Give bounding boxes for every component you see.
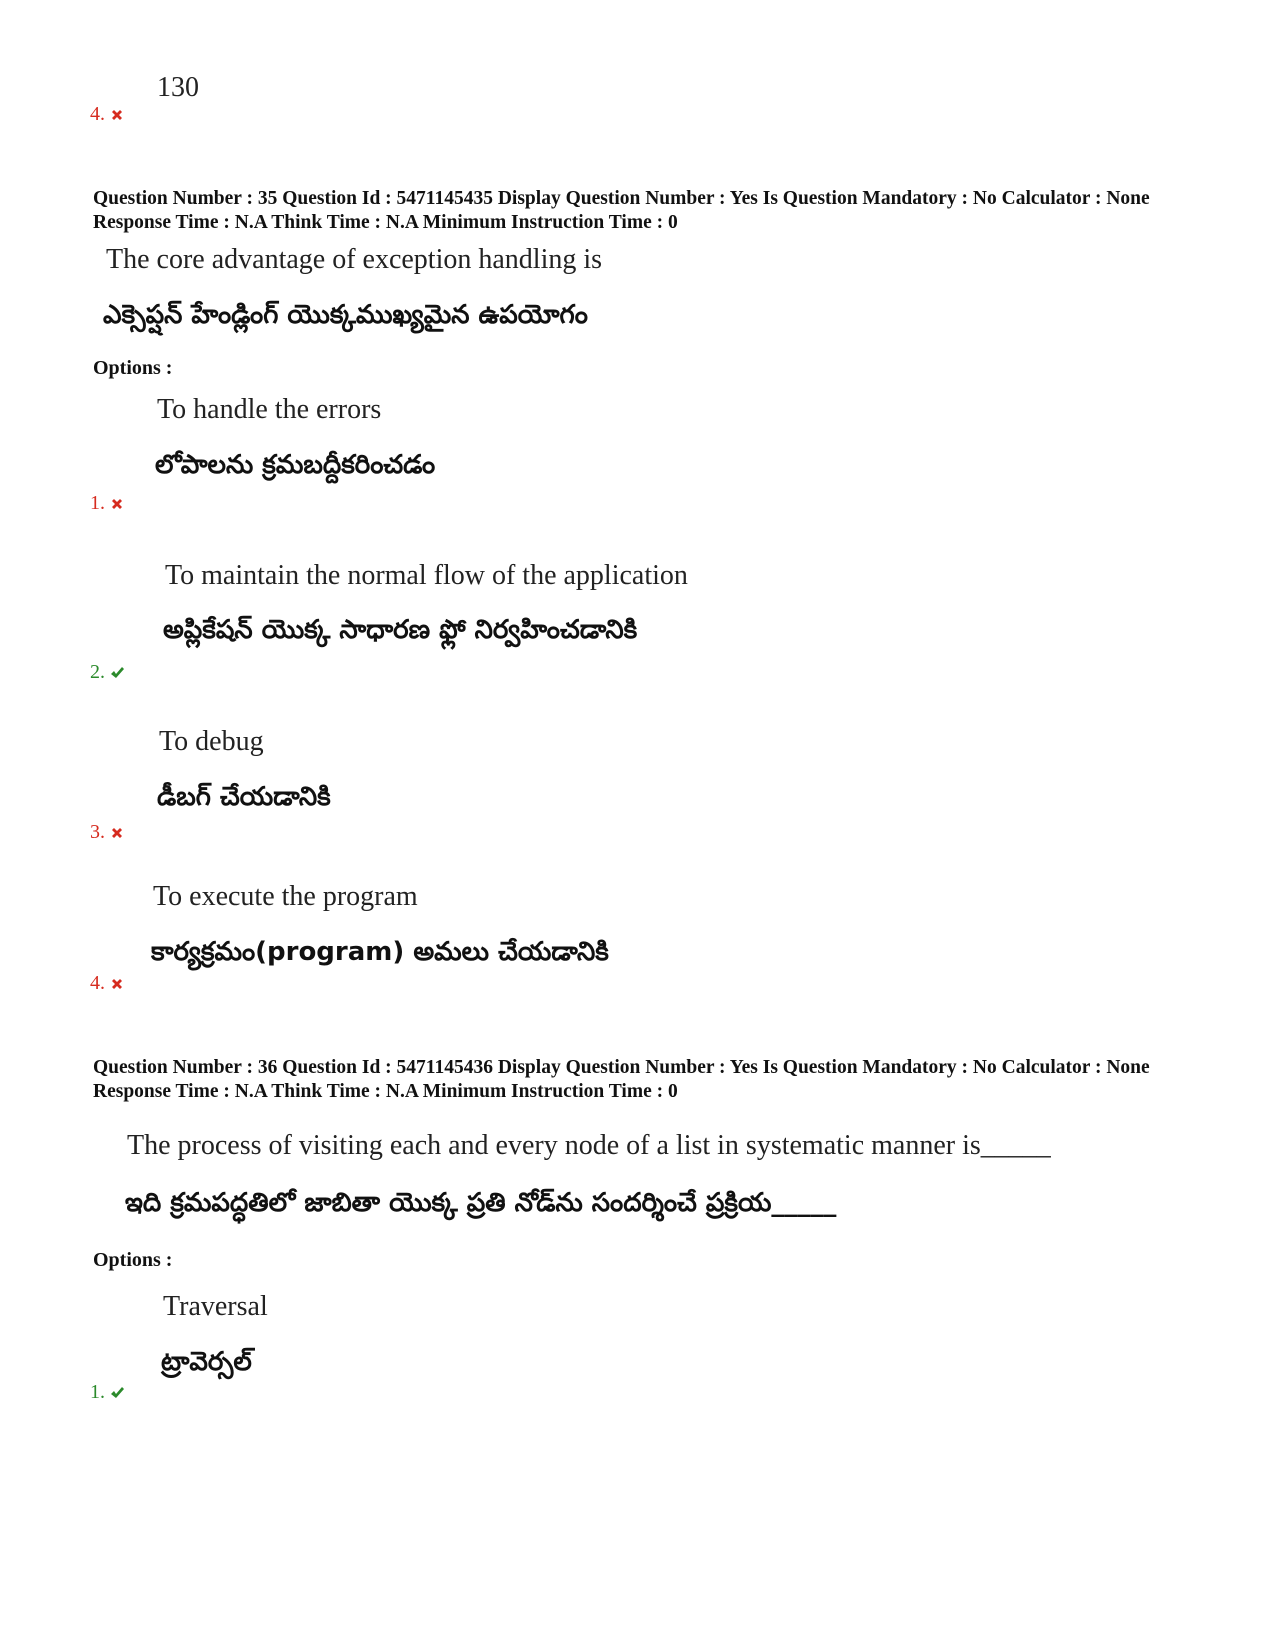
option-number	[90, 103, 125, 126]
options-label: Options :	[93, 357, 173, 379]
check-icon	[109, 1385, 125, 1401]
question-text-te: ఎక్సెప్షన్ హేండ్లింగ్ యొక్కముఖ్యమైన ఉపయోగం	[103, 300, 588, 330]
option-number	[90, 972, 125, 995]
option-text-te: లోపాలను క్రమబద్దీకరించడం	[155, 450, 436, 480]
option-number-label: 1.	[90, 1381, 105, 1403]
option-number-label: 4.	[90, 972, 105, 994]
option-number-label: 4.	[90, 103, 105, 125]
cross-icon	[109, 496, 125, 512]
option-number	[90, 492, 125, 515]
question-meta: Question Number : 36 Question Id : 5471145436 Display Question Number : Yes Is Question Mandatory : No Calculator : None Response Time : N.A Think Time : N.A Minimum Instruction Time : 0	[93, 1057, 1150, 1102]
option-text-en: To debug	[159, 726, 264, 757]
option-text-en: To handle the errors	[157, 394, 382, 425]
option-text-te: కార్యక్రమం(program) అమలు చేయడానికి	[151, 937, 609, 967]
option-value: 130	[157, 72, 199, 103]
option-text-te: ట్రావెర్సల్	[161, 1347, 252, 1377]
cross-icon	[109, 825, 125, 841]
option-number	[90, 821, 125, 844]
option-text-te: డీబగ్ చేయడానికి	[157, 782, 331, 812]
option-number-label: 2.	[90, 661, 105, 683]
option-text-en: To maintain the normal flow of the application	[165, 560, 688, 591]
option-text-en: To execute the program	[153, 881, 418, 912]
cross-icon	[109, 107, 125, 123]
option-number	[90, 1381, 125, 1404]
question-text-en: The core advantage of exception handling is	[106, 244, 603, 275]
check-icon	[109, 665, 125, 681]
option-text-te: అప్లికేషన్ యొక్క సాధారణ ఫ్లో నిర్వహించడానికి	[163, 615, 638, 645]
question-text-en: The process of visiting each and every node of a list in systematic manner is_____	[127, 1130, 1051, 1161]
option-number-label: 1.	[90, 492, 105, 514]
question-meta: Question Number : 35 Question Id : 5471145435 Display Question Number : Yes Is Question Mandatory : No Calculator : None Response Time : N.A Think Time : N.A Minimum Instruction Time : 0	[93, 188, 1150, 233]
options-label: Options :	[93, 1249, 173, 1271]
question-text-te: ఇది క్రమపద్ధతిలో జాబితా యొక్క ప్రతి నోడ్‌ను సందర్శించే ప్రక్రియ_____	[125, 1188, 837, 1218]
cross-icon	[109, 976, 125, 992]
option-number	[90, 661, 125, 684]
option-text-en: Traversal	[163, 1291, 268, 1322]
option-number-label: 3.	[90, 821, 105, 843]
